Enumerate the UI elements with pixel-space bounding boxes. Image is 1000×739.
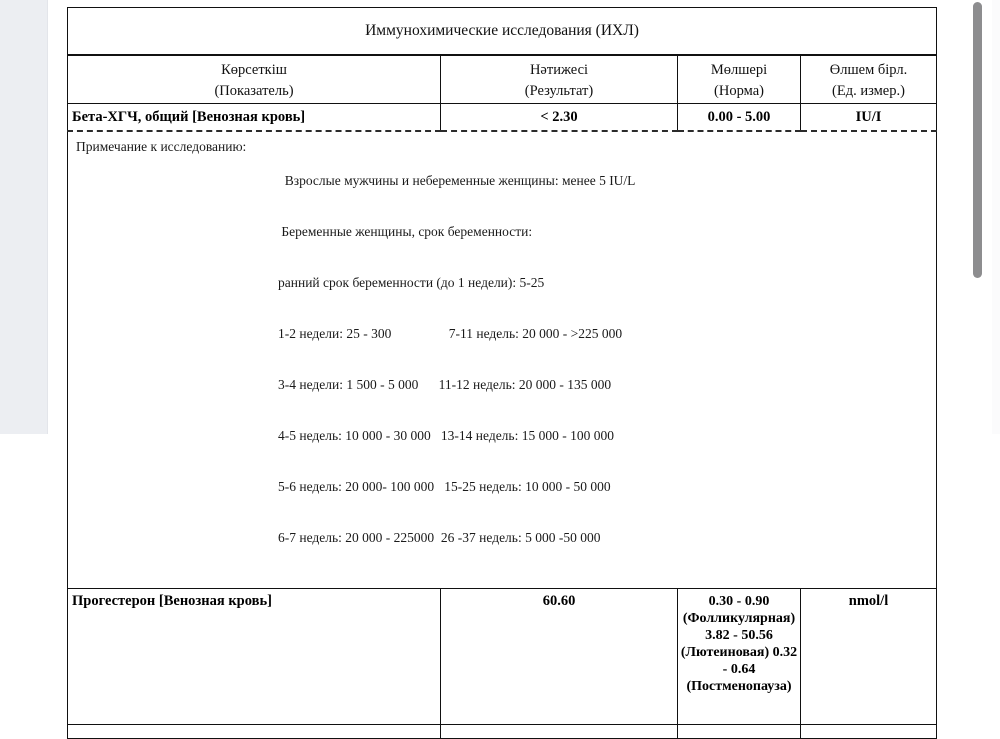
result-row-name-beta-hcg: Бета-ХГЧ, общий [Венозная кровь] <box>68 103 441 131</box>
study-note-body <box>278 138 932 580</box>
note-line: 5-6 недель: 20 000- 100 000 15-25 недель: 10 000 - 50 000 <box>278 478 611 494</box>
result-row-norm-progesterone: 0.30 - 0.90 (Фолликулярная) 3.82 - 50.56 (Лютеиновая) 0.32 - 0.64 (Постменопауза) <box>678 588 801 724</box>
note-line: 4-5 недель: 10 000 - 30 000 13-14 недель: 15 000 - 100 000 <box>278 427 614 443</box>
column-header-result-ru: (Результат) <box>524 83 594 100</box>
vertical-scrollbar-track[interactable] <box>978 0 992 434</box>
table-title-row <box>68 8 937 56</box>
column-header-result-kk: Нәтижесі <box>529 62 589 78</box>
note-line: 1-2 недели: 25 - 300 7-11 недель: 20 000 - >225 000 <box>278 325 623 341</box>
result-row-units-progesterone: nmol/l <box>801 588 937 724</box>
result-row-units-beta-hcg: IU/I <box>801 103 937 131</box>
table-header-row <box>68 55 937 103</box>
document-page <box>48 0 958 694</box>
clipped-cell-units <box>801 724 937 738</box>
column-header-indicator-ru: (Показатель) <box>214 83 294 100</box>
table-row <box>68 588 937 724</box>
clipped-cell-norm <box>678 724 801 738</box>
note-line: Взрослые мужчины и небеременные женщины: менее 5 IU/L <box>278 172 636 188</box>
vertical-scrollbar-thumb[interactable] <box>973 2 982 278</box>
clipped-cell-result <box>441 724 678 738</box>
lab-results-table <box>67 7 937 739</box>
page-right-edge <box>992 0 1000 434</box>
result-row-norm-beta-hcg: 0.00 - 5.00 <box>678 103 801 131</box>
table-row <box>68 103 937 131</box>
column-header-result <box>441 55 678 103</box>
result-row-value-beta-hcg: < 2.30 <box>441 103 678 131</box>
section-title: Иммунохимические исследования (ИХЛ) <box>68 8 937 56</box>
column-header-norm-ru: (Норма) <box>714 83 764 100</box>
note-line: 3-4 недели: 1 500 - 5 000 11-12 недель: 20 000 - 135 000 <box>278 376 612 392</box>
note-line: 6-7 недель: 20 000 - 225000 26 -37 недель: 5 000 -50 000 <box>278 529 601 545</box>
note-line: Беременные женщины, срок беременности: <box>278 223 533 239</box>
column-header-units-ru: (Ед. измер.) <box>832 83 905 100</box>
note-line: ранний срок беременности (до 1 недели): 5-25 <box>278 274 545 290</box>
study-note-label: Примечание к исследованию: <box>76 138 247 154</box>
result-row-name-progesterone: Прогестерон [Венозная кровь] <box>68 588 441 724</box>
column-header-units <box>801 55 937 103</box>
column-header-norm-kk: Мөлшері <box>710 62 768 78</box>
page-left-gutter <box>0 0 48 434</box>
clipped-cell-indicator <box>68 724 441 738</box>
note-row <box>68 131 937 589</box>
column-header-indicator-kk: Көрсеткіш <box>221 62 287 78</box>
column-header-indicator <box>68 55 441 103</box>
result-row-value-progesterone: 60.60 <box>441 588 678 724</box>
study-note-cell <box>68 131 937 589</box>
table-row-clipped <box>68 724 937 738</box>
column-header-norm <box>678 55 801 103</box>
column-header-units-kk: Өлшем бірл. <box>829 62 908 78</box>
